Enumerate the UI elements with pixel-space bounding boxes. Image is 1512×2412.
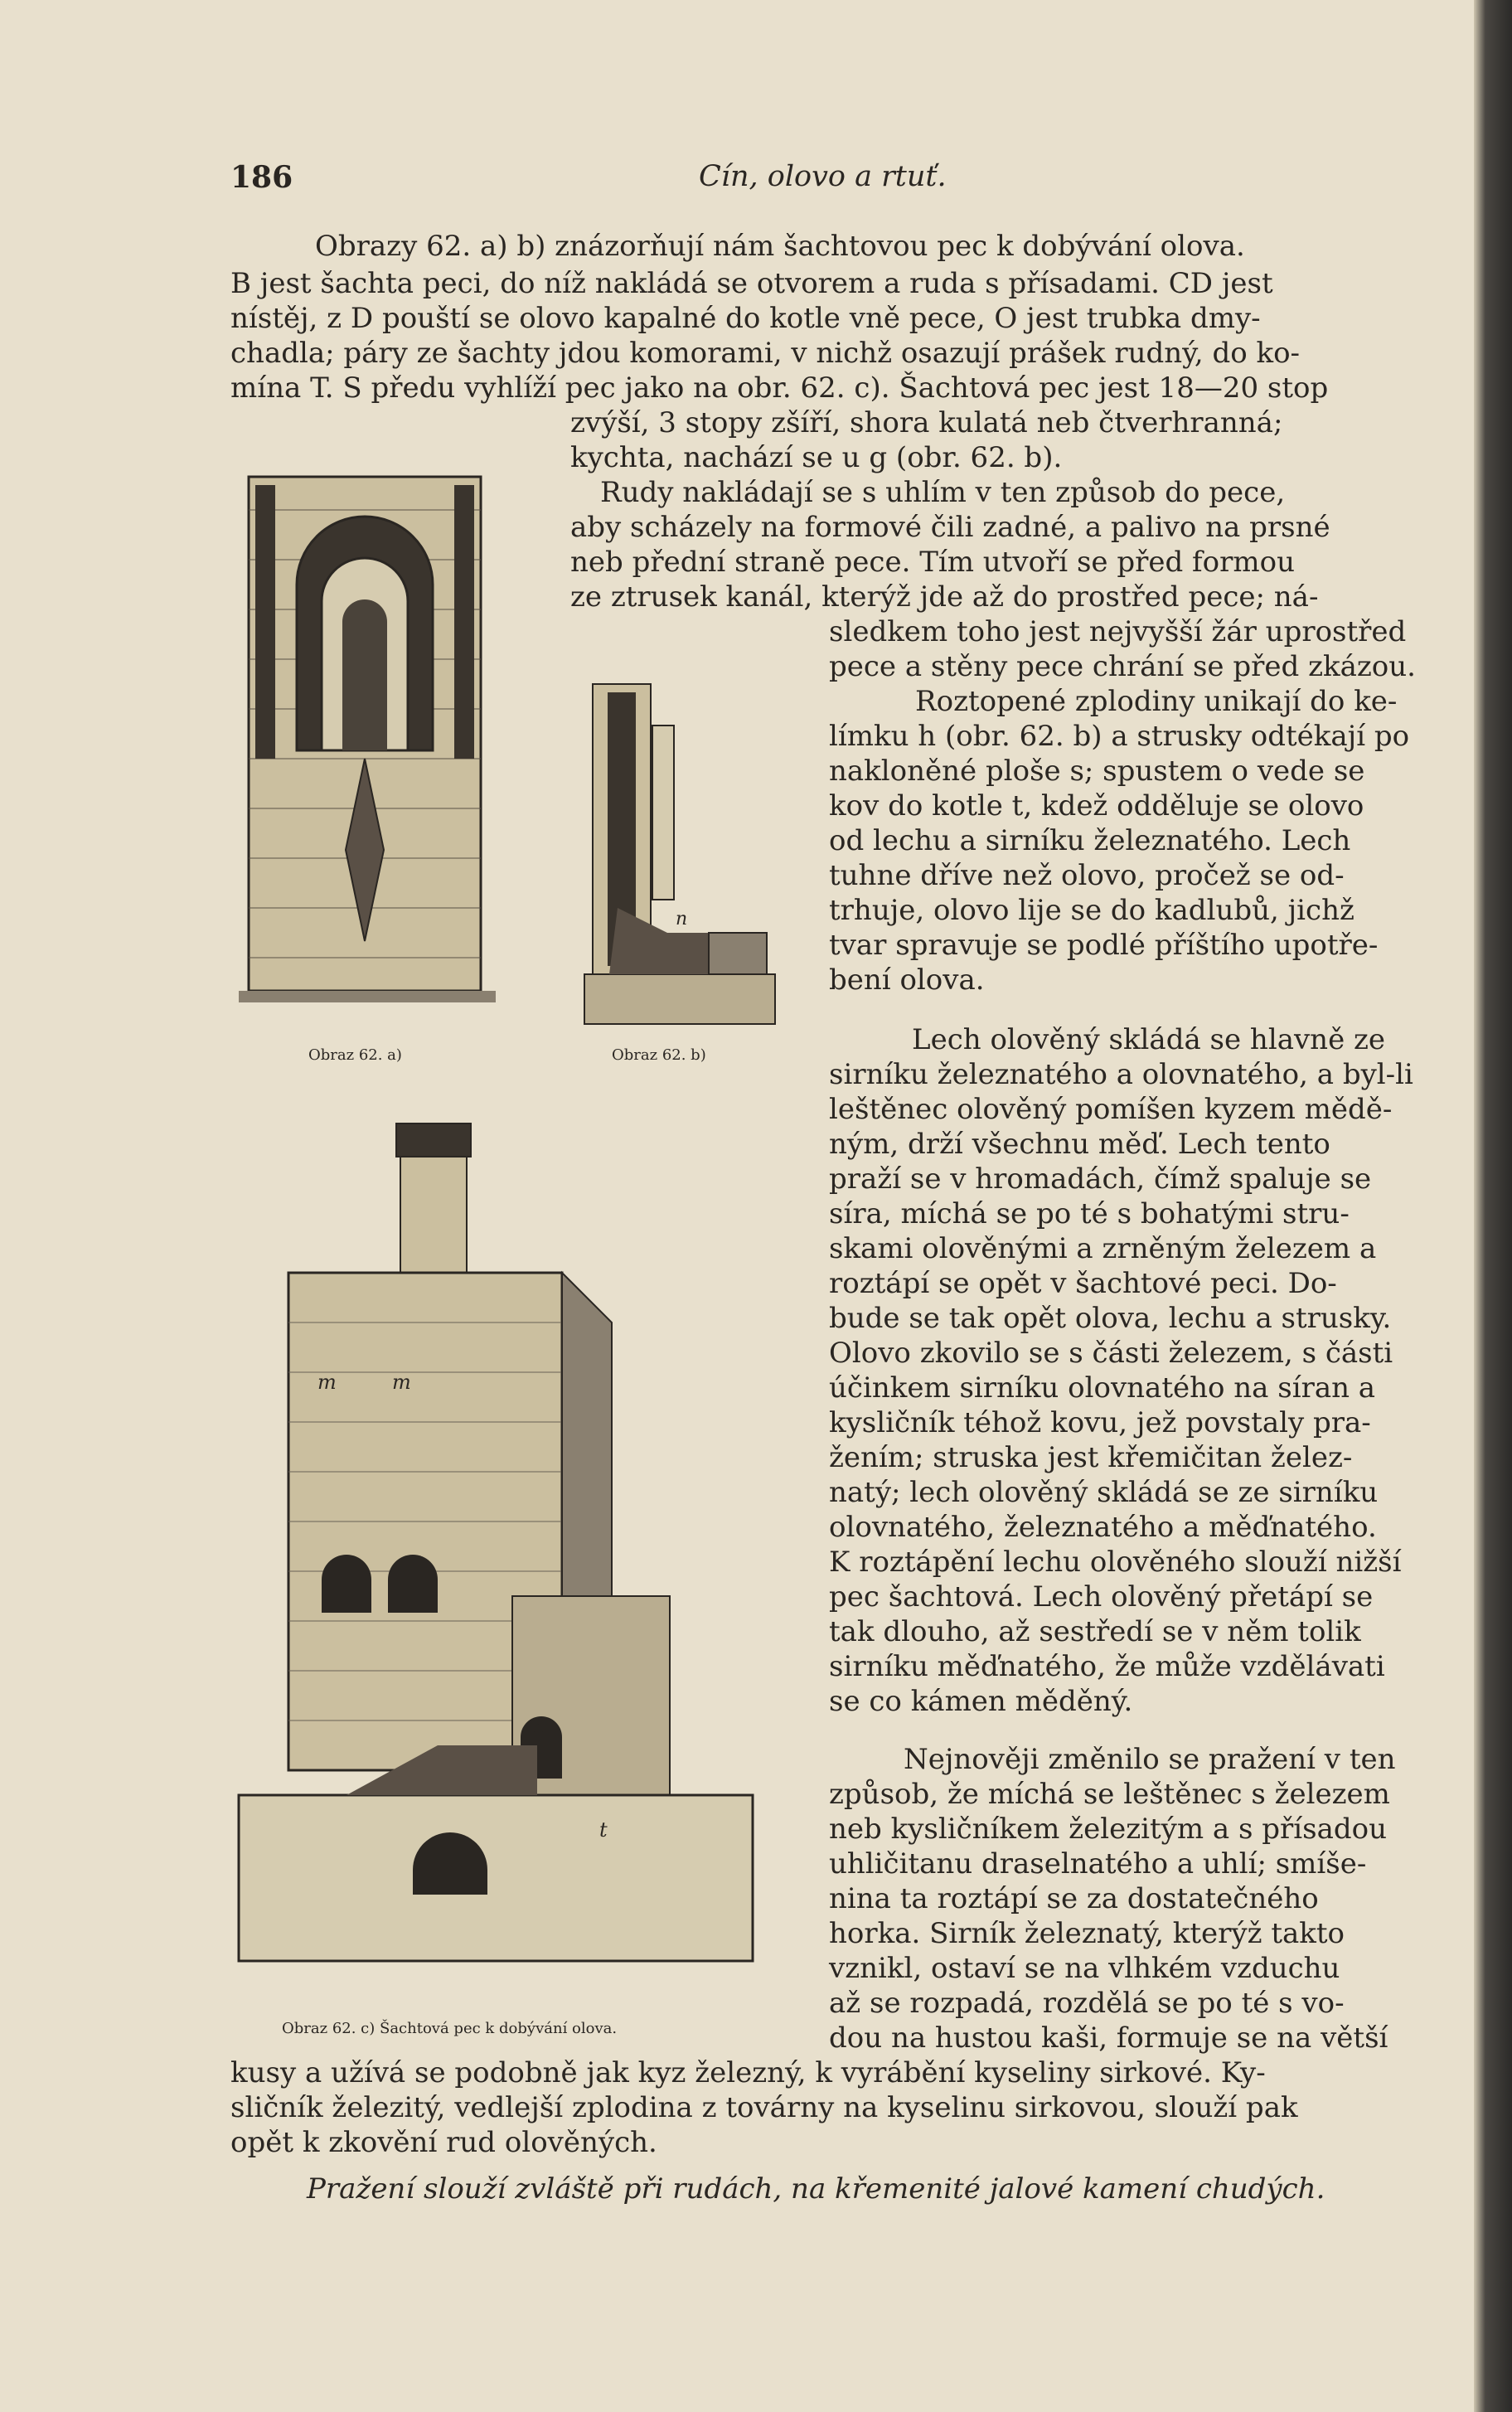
text-line: bude se tak opět olova, lechu a strusky. (829, 1302, 1392, 1335)
text-line: kov do kotle t, kdež odděluje se olovo (829, 789, 1364, 823)
text-line: neb kysličníkem železitým a s přísadou (829, 1813, 1387, 1846)
text-line: se co kámen měděný. (829, 1685, 1133, 1718)
text-line: olovnatého, železnatého a měďnatého. (829, 1511, 1377, 1544)
text-line: nístěj, z D pouští se olovo kapalné do kotle vně pece, O jest trubka dmy- (230, 302, 1261, 335)
text-line: B jest šachta peci, do níž nakládá se otvorem a ruda s přísadami. CD jest (230, 267, 1273, 300)
text-line: žením; struska jest křemičitan želez- (829, 1441, 1353, 1474)
text-line: natý; lech olověný skládá se ze sirníku (829, 1476, 1379, 1509)
text-line: uhličitanu draselnatého a uhlí; smíše- (829, 1847, 1367, 1881)
text-line: Nejnověji změnilo se pražení v ten (904, 1743, 1396, 1776)
text-line: pec šachtová. Lech olověný přetápí se (829, 1580, 1374, 1614)
text-line: síra, míchá se po té s bohatými stru- (829, 1197, 1350, 1230)
text-line: chadla; páry ze šachty jdou komorami, v nichž osazují prášek rudný, do ko- (230, 337, 1301, 370)
text-line: Lech olověný skládá se hlavně ze (912, 1023, 1386, 1056)
text-line: Pražení slouží zvláště při rudách, na křemenité jalové kamení chudých. (307, 2172, 1325, 2206)
text-line: vznikl, ostaví se na vlhkém vzduchu (829, 1952, 1340, 1985)
text-line: kychta, nachází se u g (obr. 62. b). (570, 441, 1063, 474)
text-line: praží se v hromadách, čímž spaluje se (829, 1162, 1372, 1196)
text-line: dou na hustou kaši, formuje se na větší (829, 2021, 1388, 2055)
text-line: kysličník téhož kovu, jež povstaly pra- (829, 1406, 1371, 1439)
text-line: ným, drží všechnu měď. Lech tento (829, 1128, 1330, 1161)
text-line: až se rozpadá, rozdělá se po té s vo- (829, 1987, 1345, 2020)
text-line: skami olověnými a zrněným železem a (829, 1232, 1377, 1265)
text-line: tak dlouho, až sestředí se v něm tolik (829, 1615, 1361, 1648)
figure-62a-furnace-section (222, 460, 512, 1020)
text-line: mína T. S předu vyhlíží pec jako na obr. 62. c). Šachtová pec jest 18—20 stop (230, 371, 1329, 405)
text-line: ze ztrusek kanál, kterýž jde až do prostřed pece; ná- (570, 580, 1319, 614)
text-line: zvýší, 3 stopy zšíří, shora kulatá neb čtverhranná; (570, 406, 1283, 439)
text-line: sirníku železnatého a olovnatého, a byl-li (829, 1058, 1413, 1091)
book-spine (1474, 0, 1512, 2412)
text-line: leštěnec olověný pomíšen kyzem mědě- (829, 1093, 1393, 1126)
text-line: způsob, že míchá se leštěnec s železem (829, 1778, 1390, 1811)
text-line: K roztápění lechu olověného slouží nižší (829, 1546, 1402, 1579)
figure-label-m: m (392, 1371, 411, 1394)
page-number: 186 (230, 160, 293, 195)
caption-fig-62c: Obraz 62. c) Šachtová pec k dobývání olova. (282, 2020, 618, 2037)
text-line: bení olova. (829, 963, 985, 997)
text-line: pece a stěny pece chrání se před zkázou. (829, 650, 1416, 683)
text-line: účinkem sirníku olovnatého na síran a (829, 1371, 1376, 1405)
figure-label-h: h (533, 1715, 546, 1738)
text-line: opět k zkovění rud olověných. (230, 2126, 657, 2159)
figure-label-m: m (317, 1371, 337, 1394)
caption-fig-62a: Obraz 62. a) (308, 1046, 402, 1064)
figure-label-n: n (676, 909, 688, 929)
text-line: Obrazy 62. a) b) znázorňují nám šachtovou pec k dobývání olova. (315, 230, 1245, 263)
text-line: Olovo zkovilo se s části železem, s části (829, 1337, 1393, 1370)
text-line: tuhne dříve než olovo, pročež se od- (829, 859, 1345, 892)
figure-62b-side-section (560, 659, 792, 1036)
text-line: Roztopené zplodiny unikají do ke- (915, 685, 1398, 718)
text-line: horka. Sirník železnatý, kterýž takto (829, 1917, 1345, 1950)
text-line: sličník železitý, vedlejší zplodina z továrny na kyselinu sirkovou, slouží pak (230, 2091, 1298, 2124)
figure-62c-furnace-exterior (222, 1115, 769, 1998)
running-title: Cín, olovo a rtuť. (699, 160, 947, 193)
text-line: sirníku měďnatého, že může vzdělávati (829, 1650, 1385, 1683)
text-line: roztápí se opět v šachtové peci. Do- (829, 1267, 1337, 1300)
text-line: trhuje, olovo lije se do kadlubů, jichž (829, 894, 1354, 927)
text-line: sledkem toho jest nejvyšší žár uprostřed (829, 615, 1407, 648)
text-line: aby scházely na formové čili zadné, a palivo na prsné (570, 511, 1330, 544)
text-line: nina ta roztápí se za dostatečného (829, 1882, 1319, 1915)
text-line: tvar spravuje se podlé příštího upotře- (829, 929, 1379, 962)
text-line: nakloněné ploše s; spustem o vede se (829, 755, 1365, 788)
text-line: Rudy nakládají se s uhlím v ten způsob do pece, (600, 476, 1286, 509)
text-line: od lechu a sirníku železnatého. Lech (829, 824, 1351, 857)
caption-fig-62b: Obraz 62. b) (612, 1046, 706, 1064)
text-line: límku h (obr. 62. b) a strusky odtékají po (829, 720, 1410, 753)
text-line: kusy a užívá se podobně jak kyz železný, k vyrábění kyseliny sirkové. Ky- (230, 2056, 1266, 2089)
figure-label-t: t (599, 1818, 608, 1842)
text-line: neb přední straně pece. Tím utvoří se před formou (570, 546, 1295, 579)
